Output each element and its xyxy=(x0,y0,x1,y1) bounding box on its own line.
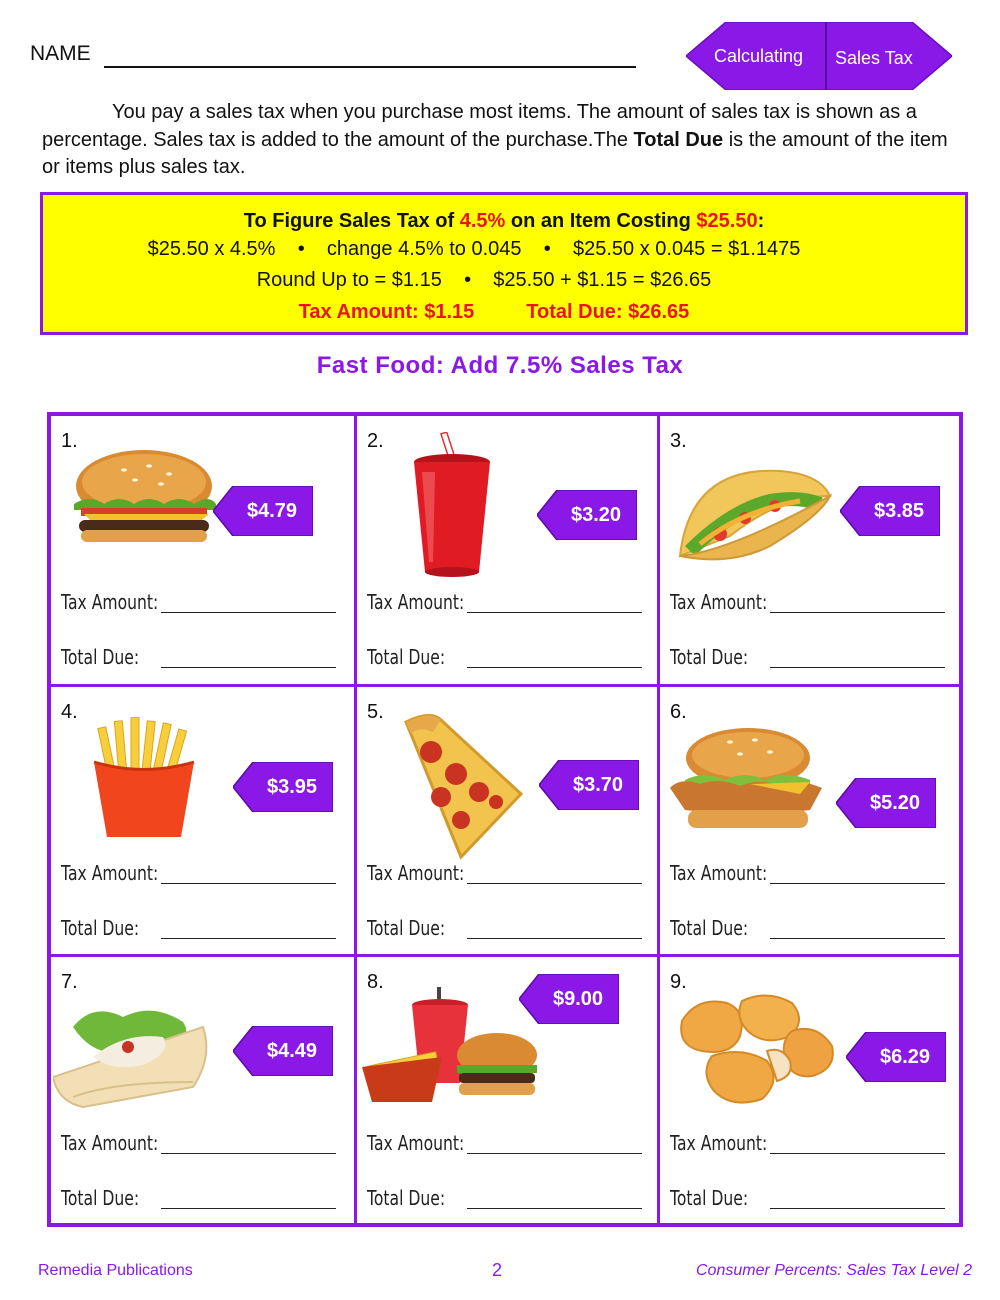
price-value: $5.20 xyxy=(869,792,921,814)
price-tag xyxy=(537,490,637,540)
total-due-answer-line[interactable] xyxy=(467,667,642,668)
total-due-answer-line[interactable] xyxy=(467,1208,642,1209)
total-due-label: Total Due: xyxy=(61,916,140,940)
tax-amount-label: Tax Amount: xyxy=(61,590,159,614)
problem-number: 8. xyxy=(367,971,384,993)
total-due-label: Total Due: xyxy=(670,645,749,669)
total-due-answer-line[interactable] xyxy=(770,667,945,668)
problem-number: 1. xyxy=(61,430,78,452)
price-value: $4.49 xyxy=(266,1040,318,1062)
tax-amount-label: Tax Amount: xyxy=(367,861,465,885)
problem-number: 2. xyxy=(367,430,384,452)
intro-bold-term: Total Due xyxy=(633,128,724,151)
intro-text-2: is the amount of the item or items plus sales tax. xyxy=(42,128,948,178)
problem-cell xyxy=(357,416,659,685)
example-step-2: Round Up to = $1.15 • $25.50 + $1.15 = $26.65 xyxy=(256,269,712,291)
nuggets-image xyxy=(672,991,842,1116)
tax-amount-answer-line[interactable] xyxy=(161,1153,336,1154)
example-rate: 4.5% xyxy=(459,210,506,232)
section-title: Fast Food: Add 7.5% Sales Tax xyxy=(316,352,684,379)
tax-amount-answer-line[interactable] xyxy=(467,883,642,884)
tax-amount-label: Tax Amount: xyxy=(61,1131,159,1155)
problem-number: 3. xyxy=(670,430,687,452)
example-total-due: Total Due: $26.65 xyxy=(526,301,690,323)
price-tag xyxy=(233,1026,333,1076)
footer-publisher: Remedia Publications xyxy=(38,1262,193,1279)
taco-image xyxy=(670,456,835,576)
tax-amount-answer-line[interactable] xyxy=(161,612,336,613)
banner-left-text: Calculating xyxy=(714,46,804,66)
name-label: NAME xyxy=(30,42,91,65)
problem-number: 9. xyxy=(670,971,687,993)
total-due-label: Total Due: xyxy=(670,1186,749,1210)
price-value: $6.29 xyxy=(879,1046,931,1068)
wrap-image xyxy=(53,997,213,1122)
price-value: $3.95 xyxy=(266,776,318,798)
problem-number: 5. xyxy=(367,701,384,723)
total-due-label: Total Due: xyxy=(61,645,140,669)
soda-image xyxy=(407,432,497,587)
tax-amount-label: Tax Amount: xyxy=(367,1131,465,1155)
problem-cell xyxy=(51,687,353,956)
total-due-answer-line[interactable] xyxy=(161,667,336,668)
price-value: $9.00 xyxy=(552,988,604,1010)
price-tag xyxy=(519,974,619,1024)
total-due-answer-line[interactable] xyxy=(770,1208,945,1209)
problem-cell xyxy=(660,687,962,956)
price-tag xyxy=(846,1032,946,1082)
problem-cell xyxy=(660,957,962,1226)
total-due-label: Total Due: xyxy=(367,1186,446,1210)
price-tag xyxy=(233,762,333,812)
footer-book-title: Consumer Percents: Sales Tax Level 2 xyxy=(696,1262,972,1279)
total-due-label: Total Due: xyxy=(61,1186,140,1210)
tax-amount-label: Tax Amount: xyxy=(670,1131,768,1155)
name-write-line[interactable] xyxy=(104,66,636,68)
example-colon: : xyxy=(757,210,765,232)
price-tag xyxy=(836,778,936,828)
price-tag xyxy=(213,486,313,536)
price-tag xyxy=(840,486,940,536)
problem-cell xyxy=(357,687,659,956)
problem-cell xyxy=(357,957,659,1226)
pizza-image xyxy=(401,712,526,867)
example-price: $25.50 xyxy=(696,210,758,232)
problem-number: 7. xyxy=(61,971,78,993)
total-due-answer-line[interactable] xyxy=(467,938,642,939)
example-tax-amount: Tax Amount: $1.15 xyxy=(298,301,475,323)
price-tag xyxy=(539,760,639,810)
example-title-text: To Figure Sales Tax of xyxy=(243,210,460,232)
problem-cell xyxy=(51,416,353,685)
problem-number: 6. xyxy=(670,701,687,723)
price-value: $3.85 xyxy=(873,500,925,522)
price-value: $3.20 xyxy=(570,504,622,526)
page-number: 2 xyxy=(492,1260,503,1280)
tax-amount-label: Tax Amount: xyxy=(670,590,768,614)
total-due-label: Total Due: xyxy=(367,645,446,669)
total-due-answer-line[interactable] xyxy=(770,938,945,939)
example-step-1: $25.50 x 4.5% • change 4.5% to 0.045 • $25.50 x 0.045 = $1.1475 xyxy=(147,238,801,260)
example-answer xyxy=(33,301,955,324)
fries-image xyxy=(89,717,199,847)
tax-amount-label: Tax Amount: xyxy=(367,590,465,614)
example-box xyxy=(40,192,968,335)
intro-text-1: You pay a sales tax when you purchase most items. The amount of sales tax is shown as a percentage. Sales tax is added to the amount of the purchase.The xyxy=(42,101,917,151)
total-due-answer-line[interactable] xyxy=(161,1208,336,1209)
tax-amount-answer-line[interactable] xyxy=(467,1153,642,1154)
tax-amount-answer-line[interactable] xyxy=(770,612,945,613)
total-due-label: Total Due: xyxy=(670,916,749,940)
tax-amount-answer-line[interactable] xyxy=(770,883,945,884)
price-value: $3.70 xyxy=(572,774,624,796)
chicken-sandwich-image xyxy=(660,722,825,842)
combo-meal-image xyxy=(362,987,542,1112)
total-due-answer-line[interactable] xyxy=(161,938,336,939)
tax-amount-label: Tax Amount: xyxy=(61,861,159,885)
tax-amount-answer-line[interactable] xyxy=(770,1153,945,1154)
example-title-text-2: on an Item Costing xyxy=(505,210,697,232)
tax-amount-answer-line[interactable] xyxy=(161,883,336,884)
banner-right-text: Sales Tax xyxy=(835,48,913,68)
price-value: $4.79 xyxy=(246,500,298,522)
burger-image xyxy=(69,446,219,551)
problem-number: 4. xyxy=(61,701,78,723)
example-title xyxy=(43,210,965,233)
tax-amount-answer-line[interactable] xyxy=(467,612,642,613)
problem-cell xyxy=(660,416,962,685)
title-banner xyxy=(686,22,952,90)
total-due-label: Total Due: xyxy=(367,916,446,940)
problem-grid xyxy=(47,412,963,1227)
intro-paragraph xyxy=(42,99,962,182)
tax-amount-label: Tax Amount: xyxy=(670,861,768,885)
problem-cell xyxy=(51,957,353,1226)
